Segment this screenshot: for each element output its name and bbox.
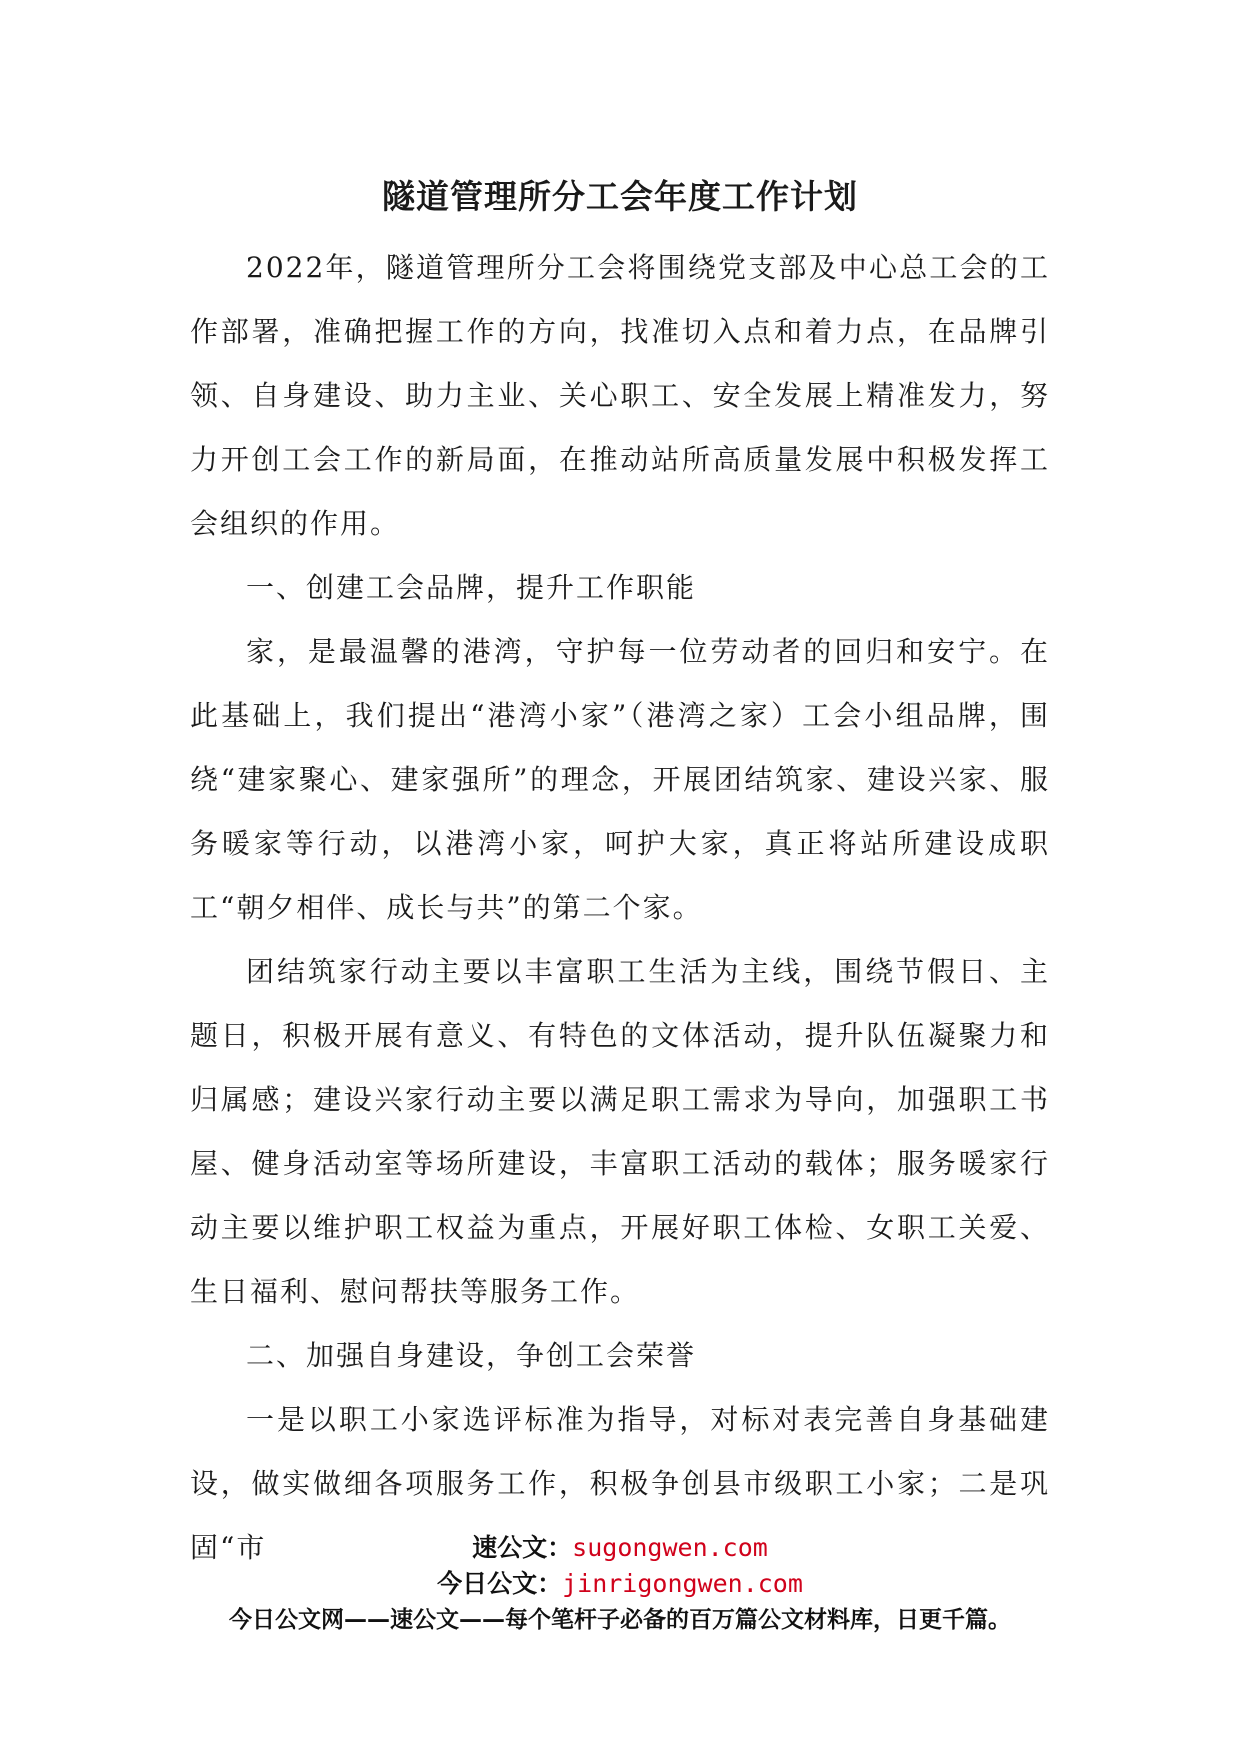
footer-line-2 <box>0 1566 1240 1602</box>
intro-paragraph: 2022年，隧道管理所分工会将围绕党支部及中心总工会的工作部署，准确把握工作的方向，找准切入点和着力点，在品牌引领、自身建设、助力主业、关心职工、安全发展上精准发力，努力开创工会工作的新局面，在推动站所高质量发展中积极发挥工会组织的作用。 <box>190 251 1050 540</box>
body-paragraph: 家，是最温馨的港湾，守护每一位劳动者的回归和安宁。在此基础上，我们提出“港湾小家”（港湾之家）工会小组品牌，围绕“建家聚心、建家强所”的理念，开展团结筑家、建设兴家、服务暖家等行动，以港湾小家，呵护大家，真正将站所建设成职工“朝夕相伴、成长与共”的第二个家。 <box>190 635 1050 924</box>
footer-slogan: 今日公文网——速公文——每个笔杆子必备的百万篇公文材料库，日更千篇。 <box>229 1607 1011 1633</box>
section-heading-1: 一、创建工会品牌，提升工作职能 <box>246 571 697 604</box>
footer-link-sugongwen[interactable]: sugongwen.com <box>572 1533 768 1562</box>
footer-label-2: 今日公文： <box>437 1569 563 1598</box>
document-body <box>190 236 1050 1580</box>
footer-line-1 <box>0 1530 1240 1566</box>
body-paragraph: 一是以职工小家选评标准为指导，对标对表完善自身基础建设，做实做细各项服务工作，积极争创县市级职工小家；二是巩固“市 <box>190 1403 1050 1564</box>
document-title: 隧道管理所分工会年度工作计划 <box>382 177 858 216</box>
footer-label-1: 速公文： <box>472 1533 573 1562</box>
watermark-footer <box>0 1530 1240 1638</box>
body-paragraph: 团结筑家行动主要以丰富职工生活为主线，围绕节假日、主题日，积极开展有意义、有特色的文体活动，提升队伍凝聚力和归属感；建设兴家行动主要以满足职工需求为导向，加强职工书屋、健身活动室等场所建设，丰富职工活动的载体；服务暖家行动主要以维护职工权益为重点，开展好职工体检、女职工关爱、生日福利、慰问帮扶等服务工作。 <box>190 955 1050 1308</box>
section-heading-2: 二、加强自身建设，争创工会荣誉 <box>246 1339 697 1372</box>
footer-link-jinrigongwen[interactable]: jinrigongwen.com <box>562 1569 803 1598</box>
